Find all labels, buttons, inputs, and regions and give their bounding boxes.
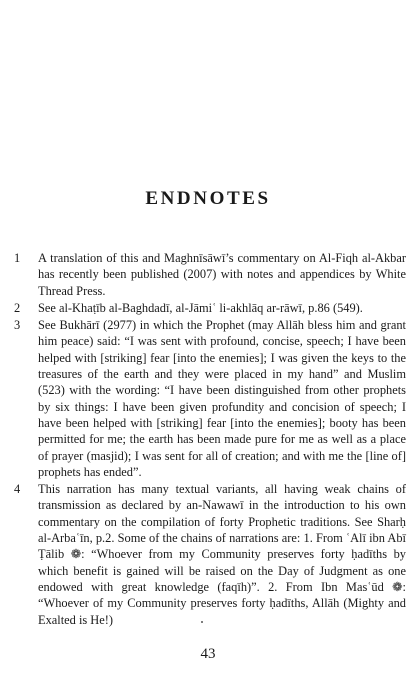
- endnote-4: [14, 481, 406, 628]
- endnote-text: See Bukhārī (2977) in which the Prophet (may Allāh bless him and grant him peace) said: “I was sent with profound, concise, speech; I have been helped with [striking] fear [into the enemies]; I was given the keys to the treasures of the earth and they were placed in my hand” and Muslim (523) with the wording: “I have been distinguished from other prophets by six things: I have been given profundity and concision of speech; I have been helped with [striking] fear [into the enemies]; booty has been permitted for me; the earth has been made pure for me as well as a place of prayer (masjid); I was sent for all of creation; and with me the [line of] prophets has ended”.: [38, 318, 406, 479]
- endnote-number: 2: [14, 300, 21, 315]
- endnote-number: 4: [14, 482, 21, 497]
- endnote-text: A translation of this and Maghnīsāwī’s commentary on Al-Fiqh al-Akbar has recently been published (2007) with notes and appendices by White Thread Press.: [38, 251, 406, 298]
- endnote-3: [14, 317, 406, 480]
- endnote-text: See al-Khaṭīb al-Baghdadī, al-Jāmiʿ li-akhlāq ar-rāwī, p.86 (549).: [38, 300, 363, 315]
- endnote-number: 1: [14, 251, 21, 265]
- endnote-text: This narration has many textual variants, all having weak chains of transmission as declared by an-Nawawī in the introduction to his own commentary on the compilation of forty Prophetic traditions. See Sharḥ al-Arbaʿīn, p.2. Some of the chains of narrations are: 1. From ʿAlī ibn Abī Ṭālib ❁: “Whoever from my Community preserves forty ḥadīths by which benefit is gained will be raised on the Day of Judgment as one endowed with great knowledge (faqīh)”. 2. From Ibn Masʿūd ❁: “Whoever of my Community preserves forty ḥadīths, Allāh (Mighty and Exalted is He!): [38, 482, 406, 627]
- page-title: ENDNOTES: [145, 188, 271, 209]
- page-mark-dot: [201, 621, 203, 623]
- page-number: 43: [200, 646, 216, 662]
- endnote-number: 3: [14, 318, 21, 333]
- endnote-2: [14, 300, 406, 316]
- endnotes-list: [14, 250, 406, 629]
- endnote-1: [14, 250, 406, 299]
